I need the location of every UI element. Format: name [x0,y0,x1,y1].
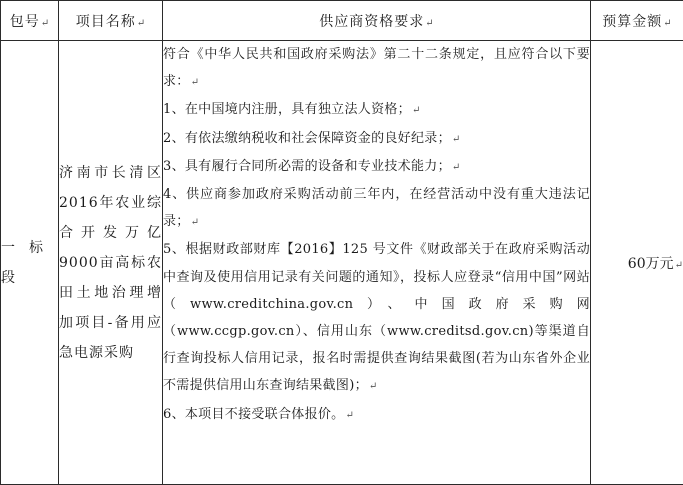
header-package: 包号↵ [1,1,59,41]
requirement-item-6: 6、本项目不接受联合体报价。↵ [163,406,354,422]
package-value: 一标段 [1,239,57,286]
header-requirements: 供应商资格要求↵ [163,1,591,41]
cell-project-name [59,41,163,485]
budget-value: 60万元 [627,255,674,272]
requirement-item-1: 1、在中国境内注册，具有独立法人资格；↵ [163,102,421,118]
requirement-item-2: 2、有依法缴纳税收和社会保障资金的良好纪录；↵ [163,130,461,146]
header-budget: 预算金额↵ [591,1,683,41]
cell-package [1,41,59,485]
cell-budget: 60万元↵ [591,41,683,485]
requirement-item-5: 5、根据财政部财库【2016】125 号文件《财政部关于在政府采购活动中查询及使用信用记录有关问题的通知》，投标人应登录“信用中国”网站（www.creditchina.gov.cn）、中国政府采购网（www.ccgp.gov.cn）、信用山东（www.creditsd.gov.cn)等渠道自行查询投标人信用记录，报名时需提供查询结果截图(若为山东省外企业不需提供信用山东查询结果截图)；↵ [163,242,590,394]
table-row [1,41,683,485]
requirement-item-4: 4、供应商参加政府采购活动前三年内，在经营活动中没有重大违法记录；↵ [163,187,590,230]
header-project-name: 项目名称↵ [59,1,163,41]
cell-requirements [163,41,591,485]
table-header-row [1,1,683,41]
project-name-value: 济南市长清区2016年农业综合开发万亿9000亩高标农田土地治理增加项目-备用应急电源采购 [59,164,162,361]
requirement-intro: 符合《中华人民共和国政府采购法》第二十二条规定，且应符合以下要求：↵ [163,47,590,90]
requirement-item-3: 3、具有履行合同所必需的设备和专业技术能力；↵ [163,158,461,174]
